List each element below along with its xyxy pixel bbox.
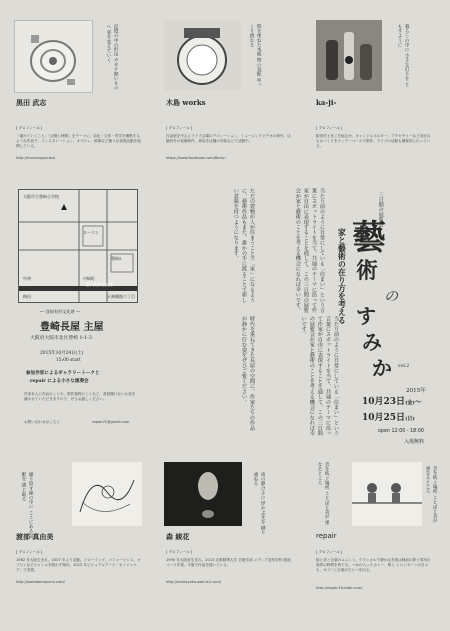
profile-label: [ プロフィール ] bbox=[166, 550, 193, 554]
date-start bbox=[362, 394, 422, 407]
profile-label: [ プロフィール ] bbox=[316, 126, 343, 130]
admission: 入場無料 bbox=[404, 439, 425, 445]
artist-profile-kaji: 銀田村土まこを組合せ、キャンドルホルダー、アクセサリーなど身近なものづくりをウィラーベースで制作。ライブの活動も積極的に行っている。 bbox=[316, 134, 431, 148]
profile-label: [ プロフィール ] bbox=[16, 126, 43, 130]
artist-name-kijima: 木島 works bbox=[166, 98, 206, 107]
artist-photo-repair bbox=[352, 462, 422, 526]
title-no: の bbox=[384, 289, 398, 305]
artist-quote-watabe: 繰り返す線の中に ここにある気配を 感じ取る bbox=[21, 472, 34, 538]
artist-quote-repair: 音を紡ぐ場所 ことばと音が 重なるところ bbox=[317, 462, 330, 525]
artist-url-kijima[interactable]: https://www.facebook.com/Boruri bbox=[166, 156, 226, 160]
round-object-icon bbox=[164, 20, 241, 91]
artist-name-kuroda: 黒田 武志 bbox=[16, 98, 47, 107]
artist-photo-mori bbox=[164, 462, 242, 526]
map-label-school: 大阪市立豊崎小学校 bbox=[23, 194, 59, 199]
date-end-day: (日) bbox=[405, 416, 415, 422]
venue-name: 豊崎長屋 主屋 bbox=[40, 322, 104, 333]
artist-quote-mori: 夜の静けさに 浮かぶ光を 刷り重ねる bbox=[253, 472, 266, 535]
map-illustration bbox=[19, 190, 137, 302]
artist-quote-kuroda: 記憶の中の形は カタチ無いものへ 姿を変えていく bbox=[106, 24, 119, 90]
artist-photo-kaji bbox=[316, 20, 382, 91]
title-vol: vol.2 bbox=[398, 364, 410, 369]
map-label-subway: 地下鉄御堂筋線 bbox=[85, 282, 113, 287]
map-label-lawson: ローソン bbox=[83, 230, 99, 235]
profile-label: [ プロフィール ] bbox=[316, 550, 343, 554]
artist-profile-mori: 1990 年大阪府生まれ。2013 京都精華大学 芸術学部 メディア造形学科 版画コース卒業。木版で作品を描いている。 bbox=[166, 558, 291, 567]
artist-url-watabe[interactable]: http://watabemayumi.com/ bbox=[16, 580, 65, 584]
title-kanji-jutsu: 術 bbox=[356, 258, 379, 284]
contact-label: お問い合わせはこちら bbox=[24, 420, 60, 424]
artist-quote-repair-2: 音を紡ぐ場所 ことばと音が 重なるところ bbox=[425, 466, 438, 523]
date-start-day: (金) bbox=[405, 400, 415, 406]
artist-photo-kijima bbox=[164, 20, 241, 91]
event-desc-2: repair による小さな演奏会 bbox=[30, 379, 89, 384]
artist-url-mori[interactable]: http://moriayaka.web.fc2.com/ bbox=[166, 580, 222, 584]
map-label-nakatsu: 中津 bbox=[23, 276, 31, 281]
body-text-2: 時代を重ねてきた長屋の空間に、作家たちの作品が静かに佇む姿をぜひご覧ください。 bbox=[240, 316, 255, 431]
artist-profile-watabe: 1982 年大阪生まれ。2007 年より活動。ドローイング、パフォーマンス、オブジェなどジャンルを問わず制作。2012 年ビジュアルアーツ「オノマトペア」で受賞。 bbox=[16, 558, 141, 572]
intro-text: 当たり前のように日常にしている「住まい」という言葉にスポットライトを当て、共通のテーマに沿って作家が自由に表現することを通して、この三日間の展覧会が家と藝術のことを考える機会になれば幸いです。 bbox=[294, 188, 325, 313]
performers-icon bbox=[352, 462, 422, 526]
drawing-icon bbox=[72, 462, 142, 526]
artist-profile-repair: 船と音と言葉のユニット。クラシカルで静かな音楽は戦前の夢と現実の境界の時間を奏でる。つめの入ったカレー、相と トロンボーンが日々も、オブノと言葉がひとつを出る。 bbox=[316, 558, 431, 572]
date-start-value: 10月23日 bbox=[362, 397, 406, 407]
artist-name-watabe: 渡部 真由美 bbox=[16, 532, 54, 541]
title-mi: み bbox=[362, 330, 382, 354]
artist-quote-kijima: 時を重ねた木板 物の気配 ゆっくり流れる bbox=[249, 24, 262, 87]
subtitle-series: 三日間の展覧会 bbox=[377, 192, 384, 227]
title-su: す bbox=[356, 304, 376, 328]
artist-photo-watabe bbox=[72, 462, 142, 526]
venue-label: ― 登録有形文化財 ― bbox=[40, 309, 81, 314]
venue-star-icon bbox=[61, 204, 67, 210]
event-time: 15:00 start bbox=[56, 358, 81, 363]
venue-address: 大阪府大阪市北区豊崎 1-1-3 bbox=[30, 336, 92, 341]
contact-email[interactable]: repair.f1@gmail.com bbox=[92, 420, 130, 424]
manhole-icon bbox=[15, 21, 92, 92]
map-label-nakazakicho: 中崎町 bbox=[83, 276, 95, 281]
artist-profile-kuroda: 「描かていくこと」「記憶と時間」をテーマに、彩色・立体・哲学を横断するような作品で、インスタレーション、オブジェ、映像など様々な表現活動を展開している。 bbox=[16, 134, 141, 148]
title-ka: か bbox=[372, 356, 392, 380]
title-kanji-gei: 藝 bbox=[352, 218, 386, 258]
artist-quote-kaji: 暮らしの中に 小さな灯りを ともすように bbox=[397, 24, 410, 87]
subtitle-main: 家と藝術の在り方を考える bbox=[337, 228, 348, 324]
artist-name-repair: repair bbox=[316, 532, 337, 540]
date-tilde: 〜 bbox=[414, 397, 422, 406]
artist-profile-kijima: 作品展を中心にライブ会場のデコレーション、ミュージックビデオの制作、店舗内外の装飾制作、商品を店舗の内装などで活動中。 bbox=[166, 134, 291, 143]
date-end bbox=[362, 410, 415, 423]
artist-url-repair[interactable]: http://repair-f.tumblr.com/ bbox=[316, 586, 363, 590]
artist-name-kaji: ka-ji- bbox=[316, 98, 337, 107]
event-note: 作家本人に作品のことや、制作過程のことなど、普段聞けないお話を藤かせていただきますので、ぜひお越しください。 bbox=[24, 392, 136, 401]
artist-name-mori: 森 綾花 bbox=[166, 532, 190, 541]
map-label-toyosaki5: 豊崎5 bbox=[111, 256, 122, 261]
map-label-tenjinbashi: 天神橋筋六丁目 bbox=[107, 294, 135, 299]
opening-hours: open 12:00 - 18:00 bbox=[378, 429, 424, 434]
profile-label: [ プロフィール ] bbox=[16, 550, 43, 554]
profile-label: [ プロフィール ] bbox=[166, 126, 193, 130]
intro-text-lower: 当たり前のように日常にしている「住まい」という言葉にスポットライトを当て、共通のテーマに沿って作家が自由に表現することを通して、この三日間の展覧会が家と藝術のことを考える機会になれば幸いです。 bbox=[300, 316, 339, 436]
event-desc-1: 参加作家によるギャラリートークと bbox=[26, 371, 100, 376]
artist-photo-kuroda bbox=[14, 20, 93, 93]
woodblock-icon bbox=[164, 462, 242, 526]
event-date: 2015年10月24日(土) bbox=[40, 351, 84, 356]
artist-url-kuroda[interactable]: http://mashcaype.biz/ bbox=[16, 156, 56, 160]
body-text-1: ただの建物が人が住まうことで「家」になるように、藝術作品もまた、誰かの手に渡ることで新しい意味を持つようになります。 bbox=[232, 188, 255, 303]
date-end-value: 10月25日 bbox=[362, 413, 406, 423]
venue-map bbox=[18, 189, 138, 303]
map-label-umeda: 梅田 bbox=[23, 294, 31, 299]
date-year: 2015年 bbox=[406, 388, 426, 394]
bottles-icon bbox=[316, 20, 382, 91]
